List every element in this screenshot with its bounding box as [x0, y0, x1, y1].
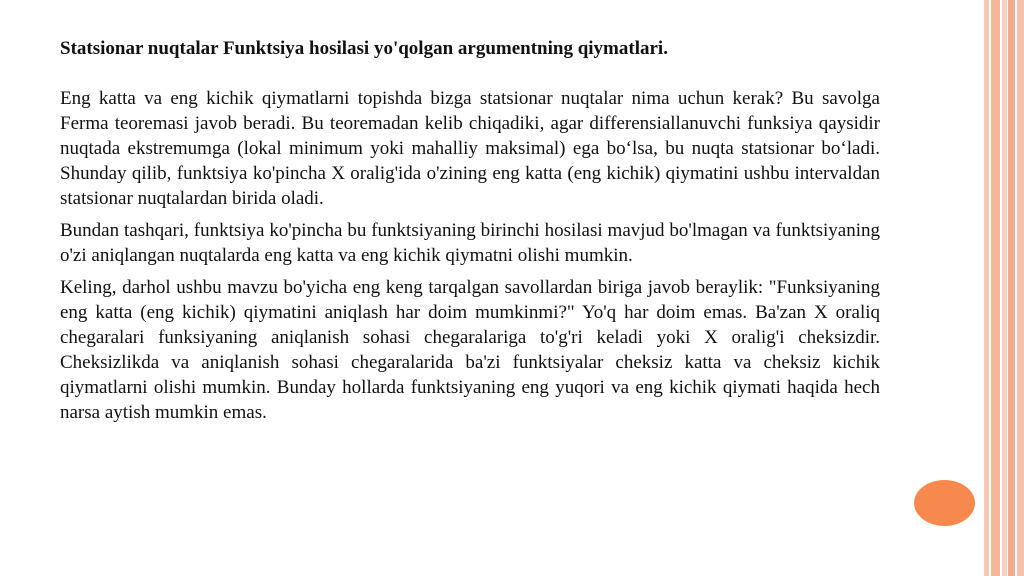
paragraph-1: Eng katta va eng kichik qiymatlarni topishda bizga statsionar nuqtalar nima uchun kerak? Bu savolga Ferma teoremasi javob beradi. Bu teoremadan kelib chiqadiki, agar differensiallanuvchi funksiya qaysidir nuqtada ekstremumga (lokal minimum yoki mahalliy maksimal) ega bo‘lsa, bu nuqta statsionar bo‘ladi. Shunday qilib, funktsiya ko'pincha X oralig'ida o'zining eng katta (eng kichik) qiymatini ushbu intervaldan statsionar nuqtalardan birida oladi.: [60, 88, 880, 209]
decorative-right-border: [982, 0, 1024, 576]
slide-heading: Statsionar nuqtalar Funktsiya hosilasi yo'qolgan argumentning qiymatlari.: [60, 38, 668, 59]
paragraph-3: Keling, darhol ushbu mavzu bo'yicha eng keng tarqalgan savollardan biriga javob beraylik: "Funksiyaning eng katta (eng kichik) qiymatini aniqlash har doim mumkinmi?" Yo'q har doim emas. Ba'zan X oraliq chegaralari funksiyaning aniqlanish sohasi chegaralariga to'g'ri keladi yoki X oralig'i cheksizdir. Cheksizlikda va aniqlanish sohasi chegaralarida ba'zi funktsiyalar cheksiz katta va cheksiz kichik qiymatlarni olishi mumkin. Bunday hollarda funktsiyaning eng yuqori va eng kichik qiymati haqida hech narsa aytish mumkin emas.: [60, 277, 880, 423]
decorative-orange-circle: [914, 480, 975, 526]
paragraph-2: Bundan tashqari, funktsiya ko'pincha bu funktsiyaning birinchi hosilasi mavjud bo'lmagan va funktsiyaning o'zi aniqlangan nuqtalarda eng katta va eng kichik qiymatni olishi mumkin.: [60, 220, 880, 266]
slide-content: [60, 36, 880, 432]
